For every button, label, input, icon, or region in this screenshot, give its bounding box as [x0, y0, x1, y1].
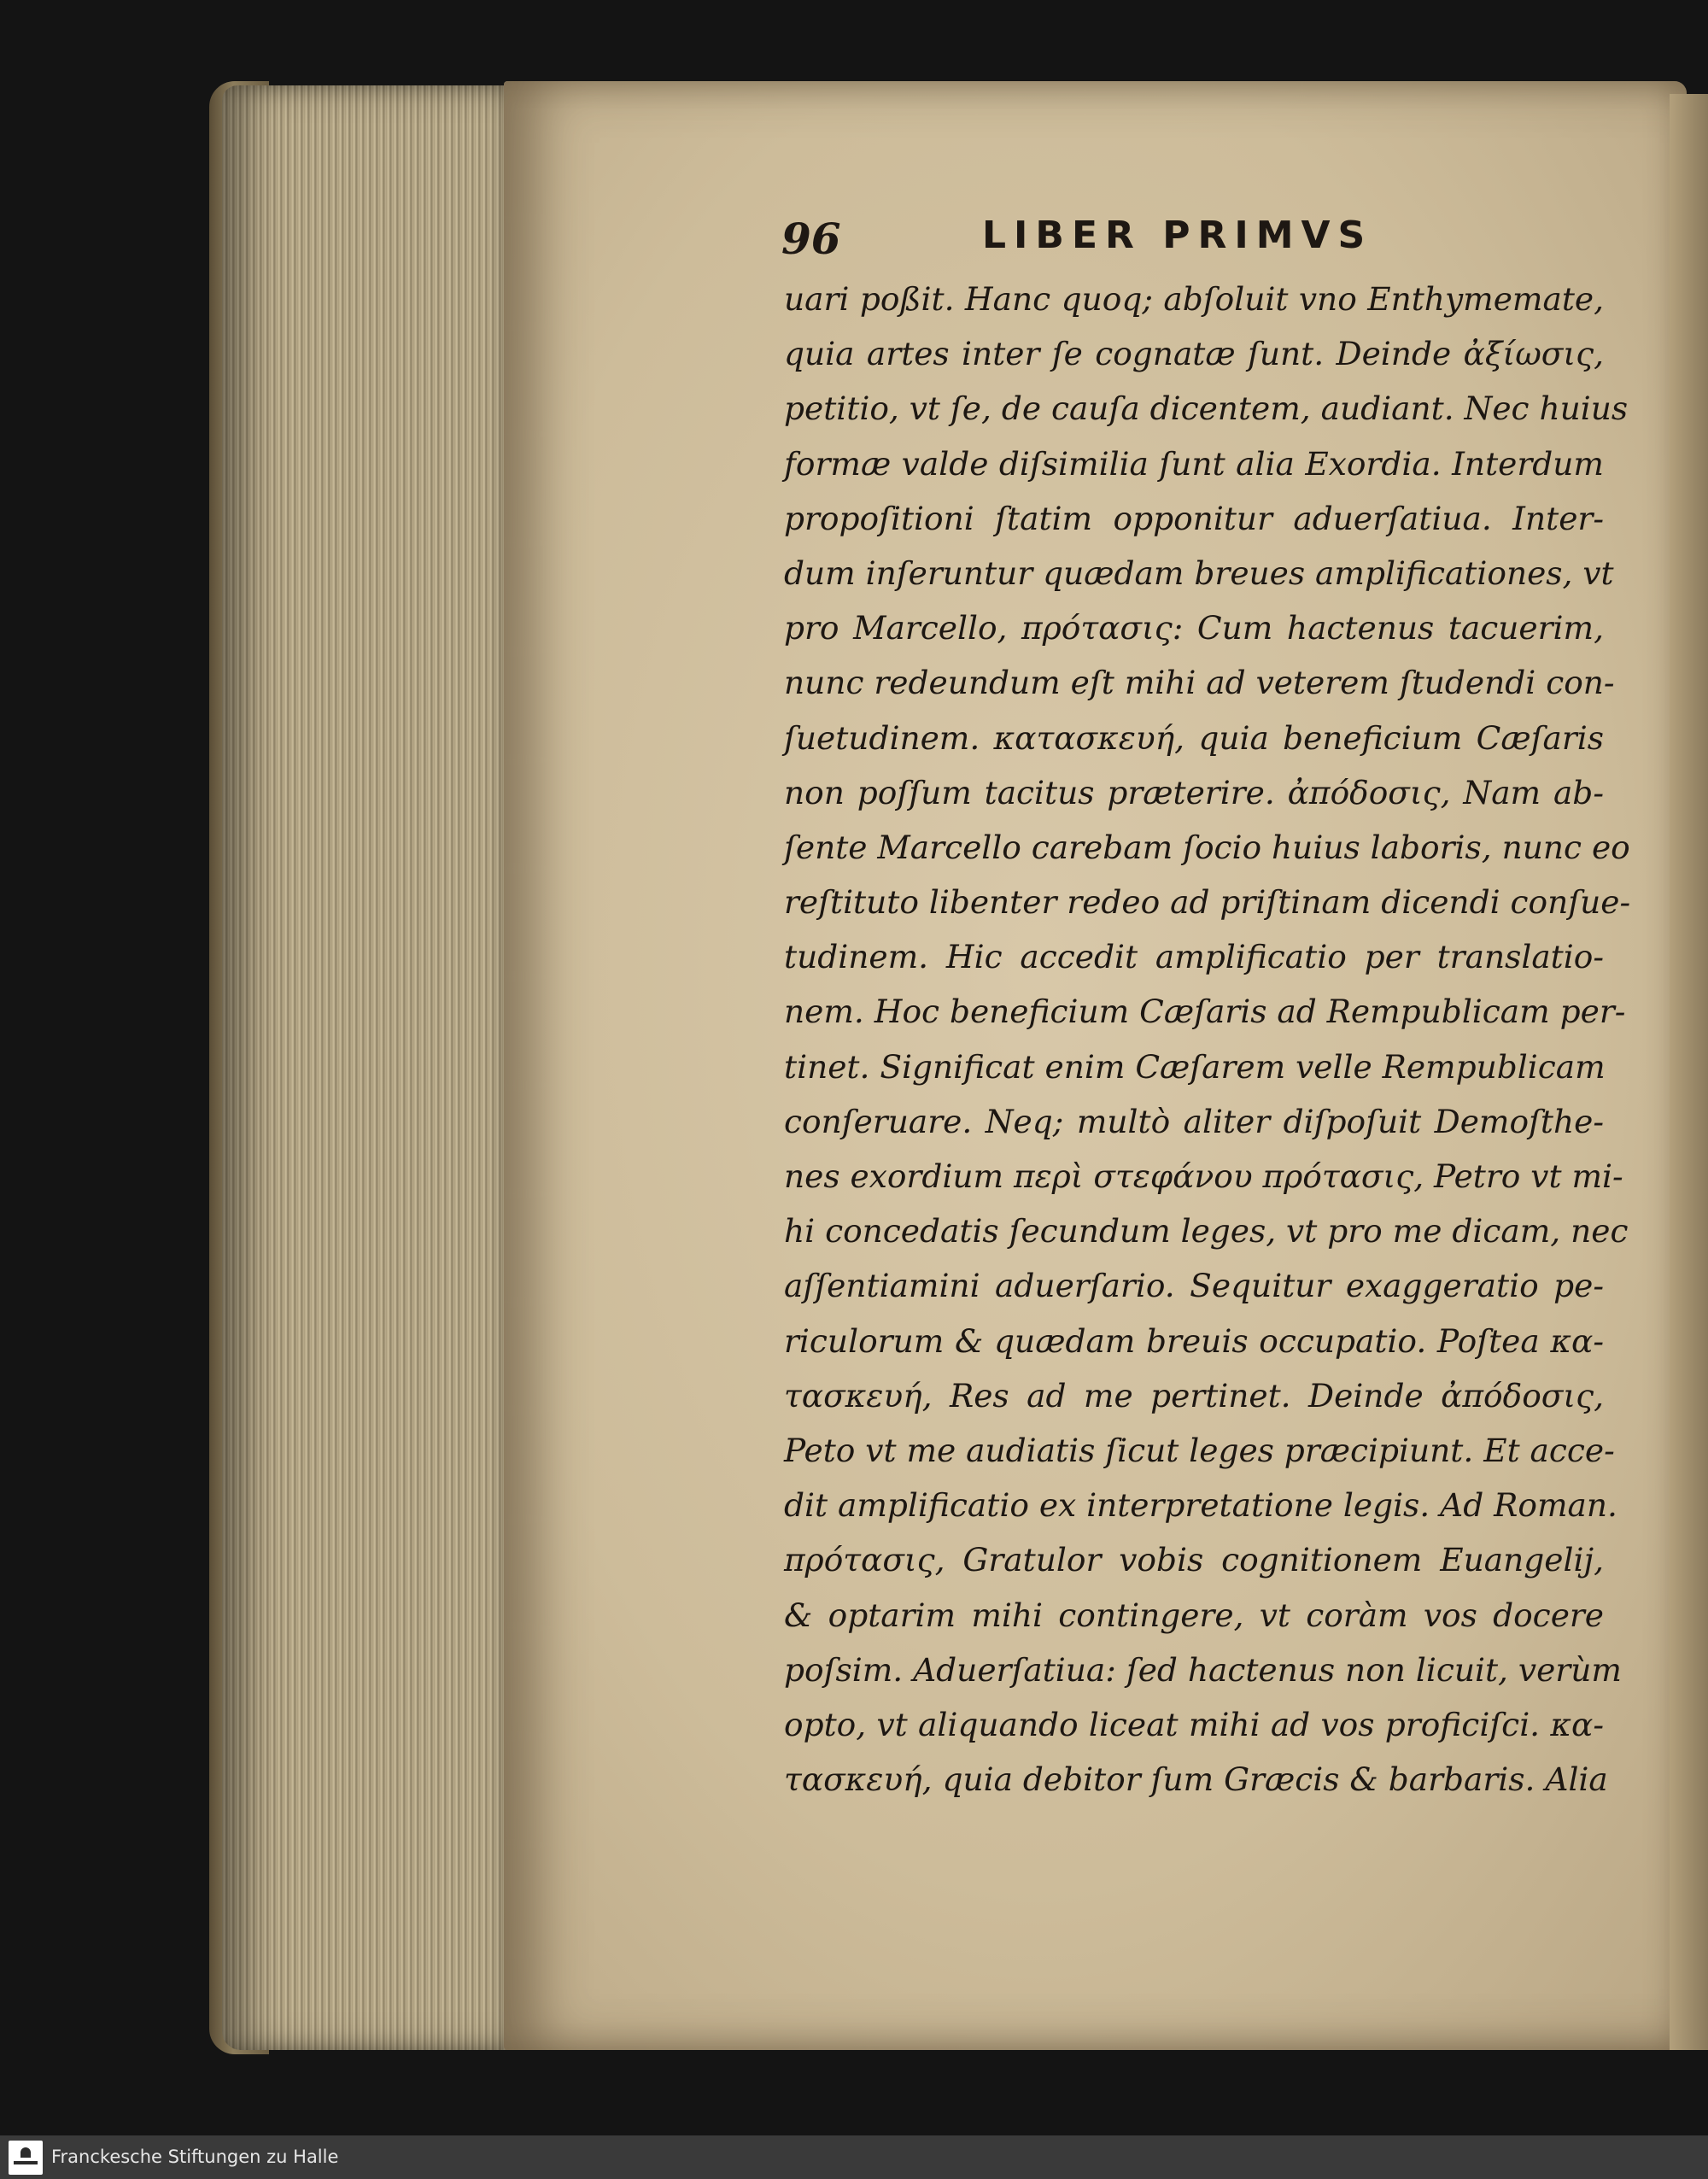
text-line: uari poßit. Hanc quoq; abſoluit vno Enthymemate, [784, 280, 1604, 318]
text-line: aſſentiamini aduerſario. Sequitur exaggeratio pe- [784, 1267, 1604, 1305]
institution-name: Franckesche Stiftungen zu Halle [51, 2147, 339, 2167]
text-line: dit amplificatio ex interpretatione legis. Ad Roman. [784, 1486, 1617, 1525]
text-line: formæ valde diſsimilia ſunt alia Exordia. Interdum [784, 444, 1604, 483]
text-line: τασκευή, quia debitor ſum Græcis & barbaris. Alia [784, 1760, 1608, 1799]
logo-base-icon [14, 2161, 38, 2164]
text-line: opto, vt aliquando liceat mihi ad vos proficiſci. κα- [784, 1705, 1604, 1743]
logo-mark-icon [20, 2147, 31, 2158]
text-line: poſsim. Aduerſatiua: ſed hactenus non licuit, verùm [784, 1650, 1622, 1689]
text-line: ſuetudinem. κατασκευή, quia beneficium Cæſaris [784, 718, 1604, 757]
text-line: tudinem. Hic accedit amplificatio per translatio- [784, 938, 1604, 976]
page-number: 96 [781, 214, 841, 264]
text-line: riculorum & quædam breuis occupatio. Poſtea κα- [784, 1321, 1604, 1360]
text-line: nes exordium περὶ στεφάνου πρότασις, Petro vt mi- [784, 1157, 1623, 1195]
text-line: Peto vt me audiatis ſicut leges præcipiunt. Et acce- [784, 1431, 1615, 1469]
text-line: ſente Marcello carebam ſocio huius laboris, nunc eo [784, 828, 1630, 866]
text-line: conſeruare. Neq; multò aliter diſpoſuit Demoſthe- [784, 1102, 1604, 1140]
text-line: tinet. Significat enim Cæſarem velle Rempublicam [784, 1047, 1606, 1086]
body-text [784, 272, 1631, 1807]
text-line: hi concedatis ſecundum leges, vt pro me dicam, nec [784, 1212, 1629, 1251]
institution-logo [9, 2141, 43, 2175]
footer-bar [0, 2135, 1708, 2179]
text-line: non poſſum tacitus præterire. ἀπόδοσις, Nam ab- [784, 773, 1604, 811]
running-title: LIBER PRIMVS [982, 214, 1373, 257]
text-line: reſtituto libenter redeo ad priſtinam dicendi conſue- [784, 883, 1631, 922]
text-line: propoſitioni ſtatim opponitur aduerſatiua. Inter- [784, 499, 1604, 537]
page-edges [222, 85, 512, 2050]
text-line: nunc redeundum eſt mihi ad veterem ſtudendi con- [784, 664, 1615, 702]
text-line: petitio, vt ſe, de cauſa dicentem, audiant. Nec huius [784, 390, 1629, 428]
text-line: quia artes inter ſe cognatæ ſunt. Deinde ἀξίωσις, [784, 335, 1604, 373]
facing-page-edge [1670, 94, 1708, 2050]
text-line: nem. Hoc beneficium Cæſaris ad Rempublicam per- [784, 993, 1626, 1031]
text-line: & optarim mihi contingere, vt coràm vos docere [784, 1596, 1604, 1634]
text-line: πρότασις, Gratulor vobis cognitionem Euangelij, [784, 1541, 1604, 1579]
text-line: τασκευή, Res ad me pertinet. Deinde ἀπόδοσις, [784, 1376, 1604, 1415]
text-line: dum inſeruntur quædam breues amplificationes, vt [784, 554, 1614, 592]
text-line: pro Marcello, πρότασις: Cum hactenus tacuerim, [784, 609, 1604, 647]
